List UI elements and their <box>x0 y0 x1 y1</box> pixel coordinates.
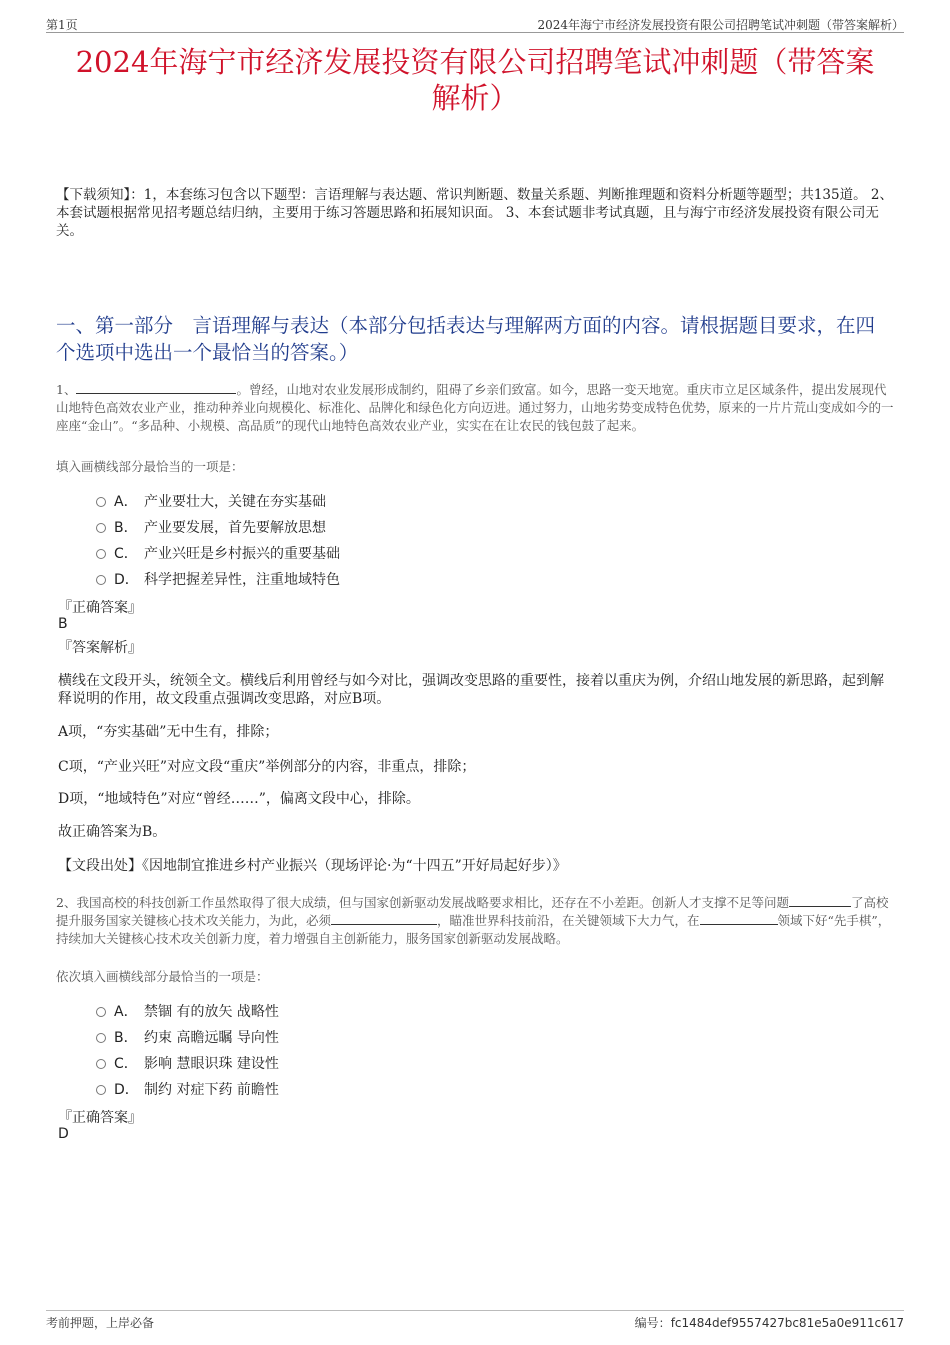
question-1-prompt: 填入画横线部分最恰当的一项是： <box>56 459 244 474</box>
code-value: fc1484def9557427bc81e5a0e911c617 <box>670 1316 904 1330</box>
option-text: 影响 慧眼识珠 建设性 <box>144 1056 279 1072</box>
option-text: 科学把握差异性，注重地域特色 <box>144 572 340 588</box>
document-title <box>46 44 904 116</box>
radio-icon[interactable] <box>96 1007 106 1017</box>
header-divider <box>46 32 904 33</box>
fill-blank <box>789 894 851 907</box>
fill-blank <box>331 912 437 925</box>
radio-icon[interactable] <box>96 1085 106 1095</box>
question-2-stem <box>56 894 896 948</box>
radio-icon[interactable] <box>96 497 106 507</box>
fill-blank <box>700 912 778 925</box>
footer-slogan: 考前押题，上岸必备 <box>46 1316 155 1330</box>
question-1-stem <box>56 381 896 435</box>
radio-icon[interactable] <box>96 575 106 585</box>
question-text: 领域下好“先手棋”，持续加大关键核心技术攻关创新力度，着力增强自主创新能力，服务国家创新驱动发展战略。 <box>56 913 891 946</box>
radio-icon[interactable] <box>96 1059 106 1069</box>
fill-blank <box>76 381 236 394</box>
question-number: 2、 <box>56 895 77 910</box>
q1-answer: B <box>58 616 68 632</box>
download-notice: 【下载须知】：1，本套练习包含以下题型：言语理解与表达题、常识判断题、数量关系题、判断推理题和资料分析题等题型；共135道。 2、本套试题根据常见招考题总结归纳，主要用于练习答题思路和拓展知识面。 3、本套试题非考试真题，且与海宁市经济发展投资有限公司无关。 <box>56 187 893 239</box>
option-text: 制约 对症下药 前瞻性 <box>144 1082 279 1098</box>
document-title-line2: 解析） <box>431 81 519 115</box>
option-letter: B． <box>114 1030 138 1046</box>
analysis-paragraph: C项，“产业兴旺”对应文段“重庆”举例部分的内容，非重点，排除； <box>58 759 476 775</box>
option-text: 禁锢 有的放矢 战略性 <box>144 1004 279 1020</box>
option-text: 产业要壮大，关键在夯实基础 <box>144 494 326 510</box>
question-text: 我国高校的科技创新工作虽然取得了很大成绩，但与国家创新驱动发展战略要求相比，还存在不小差距。创新人才支撑不足等问题 <box>76 895 789 910</box>
radio-icon[interactable] <box>96 523 106 533</box>
q2-answer: D <box>58 1126 69 1142</box>
page-header <box>46 14 904 34</box>
document-title-line1: 2024年海宁市经济发展投资有限公司招聘笔试冲刺题（带答案 <box>75 45 875 79</box>
option-text: 产业要发展，首先要解放思想 <box>144 520 326 536</box>
radio-icon[interactable] <box>96 549 106 559</box>
option-text: 约束 高瞻远瞩 导向性 <box>144 1030 279 1046</box>
option-letter: B． <box>114 520 138 536</box>
analysis-paragraph: 横线在文段开头，统领全文。横线后利用曾经与如今对比，强调改变思路的重要性，接着以重庆为例，介绍山地发展的新思路，起到解释说明的作用，故文段重点强调改变思路，对应B项。 <box>58 673 884 707</box>
footer-divider <box>46 1310 904 1311</box>
option-text: 产业兴旺是乡村振兴的重要基础 <box>144 546 340 562</box>
question-number: 1、 <box>56 382 77 397</box>
option-letter: C． <box>114 1056 138 1072</box>
option-letter: D． <box>114 1082 139 1098</box>
option-letter: C． <box>114 546 138 562</box>
analysis-paragraph: 故正确答案为B。 <box>58 824 167 840</box>
section-title: 一、第一部分 言语理解与表达（本部分包括表达与理解两方面的内容。请根据题目要求，在四个选项中选出一个最恰当的答案。） <box>56 314 876 364</box>
q1-analysis-label: 『答案解析』 <box>58 640 142 656</box>
q2-answer-label: 『正确答案』 <box>58 1110 142 1126</box>
page-number: 第1页 <box>46 18 78 32</box>
question-text: ，瞄准世界科技前沿，在关键领域下大力气，在 <box>437 913 700 928</box>
option-letter: D． <box>114 572 139 588</box>
question-2-prompt: 依次填入画横线部分最恰当的一项是： <box>56 969 269 984</box>
code-label: 编号： <box>634 1316 671 1330</box>
analysis-paragraph: A项，“夯实基础”无中生有，排除； <box>58 724 279 740</box>
analysis-paragraph: D项，“地域特色”对应“曾经……”，偏离文段中心，排除。 <box>58 791 420 807</box>
document-code <box>635 1314 904 1331</box>
radio-icon[interactable] <box>96 1033 106 1043</box>
option-letter: A． <box>114 494 138 510</box>
question-text: 了高校提升服务国家关键核心技术攻关能力，为此，必须 <box>56 895 889 928</box>
header-doc-title: 2024年海宁市经济发展投资有限公司招聘笔试冲刺题（带答案解析） <box>537 18 904 32</box>
option-letter: A． <box>114 1004 138 1020</box>
source-citation: 【文段出处】《因地制宜推进乡村产业振兴（现场评论·为“十四五”开好局起好步）》 <box>58 858 567 874</box>
question-text: 。曾经，山地对农业发展形成制约，阻碍了乡亲们致富。如今，思路一变天地宽。重庆市立足区域条件，提出发展现代山地特色高效农业产业，推动种养业向规模化、标准化、品牌化和绿色化方向迈进。通过努力，山地劣势变成特色优势，原来的一片片荒山变成如今的一座座“金山”。“多品种、小规模、高品质”的现代山地特色高效农业产业，实实在在让农民的钱包鼓了起来。 <box>56 382 894 433</box>
q1-answer-label: 『正确答案』 <box>58 600 142 616</box>
